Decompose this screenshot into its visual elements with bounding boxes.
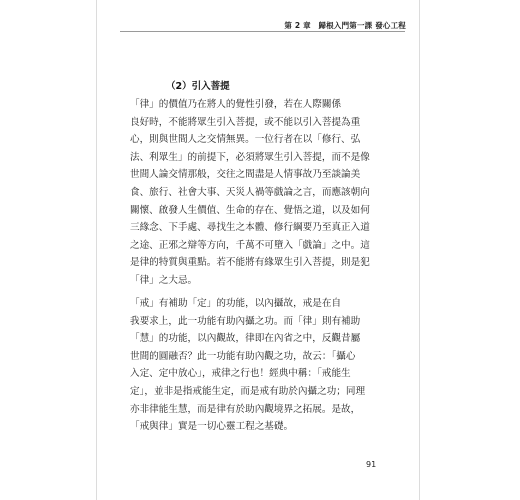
- paragraph-line: 「律」之大忌。: [130, 274, 198, 286]
- paragraph-line: 之途、正邪之辯等方向，千萬不可墮入「戲論」之中。這: [130, 239, 370, 251]
- paragraph-line: 「慧」的功能，以內觀故，律即在內省之中，反觀昔屬: [130, 333, 361, 345]
- paragraph-line: 心，則與世間人之交情無異。一位行者在以「修行、弘: [130, 134, 361, 146]
- paragraph-line: 關懷、啟發人生價值、生命的存在、覺悟之道，以及如何: [130, 204, 370, 216]
- paragraph-line: 法、利眾生」的前提下，必須將眾生引入菩提，而不是像: [130, 151, 370, 163]
- section-heading: （2）引入菩提: [166, 81, 230, 92]
- paragraph-line: 三緣念、下手處、尋找生之本體、修行綱要乃至真正入道: [130, 222, 370, 234]
- paragraph-1: [130, 96, 392, 290]
- running-header: 第 2 章 歸根入門第一課 發心工程: [284, 21, 406, 30]
- header-divider: [120, 31, 405, 32]
- paragraph-line: 「戒與律」實是一切心靈工程之基礎。: [130, 421, 294, 433]
- paragraph-line: 定」，並非是指戒能生定，而是戒有助於內攝之功；同理: [130, 385, 366, 397]
- paragraph-line: 是律的特質與重點。若不能將有緣眾生引入菩提，則是犯: [130, 257, 370, 269]
- paragraph-line: 良好時，不能將眾生引入菩提，或不能以引入菩提為重: [130, 116, 361, 128]
- paragraph-line: 食、旅行、社會大事、天災人禍等戲論之言，而應該朝向: [130, 186, 370, 198]
- paragraph-2: [130, 295, 392, 436]
- paragraph-line: 亦非律能生慧，而是律有於助內觀境界之拓展。是故，: [130, 403, 361, 415]
- paragraph-line: 「律」的價值乃在將人的覺性引發，若在人際關係: [130, 99, 342, 110]
- paragraph-line: 世間的圓融否？此一功能有助內觀之功，故云：「攝心: [130, 350, 356, 362]
- paragraph-line: 入定、定中放心」，戒律之行也！經典中稱：「戒能生: [130, 368, 351, 380]
- paragraph-line: 我要求上，此一功能有助內攝之功。而「律」則有補助: [130, 315, 361, 327]
- paragraph-line: 世間人論交情那般，交往之間盡是人情事故乃至談論美: [130, 169, 361, 181]
- page-number: 91: [366, 460, 377, 469]
- paragraph-line: 「戒」有補助「定」的功能，以內攝故，戒是在自: [130, 298, 342, 309]
